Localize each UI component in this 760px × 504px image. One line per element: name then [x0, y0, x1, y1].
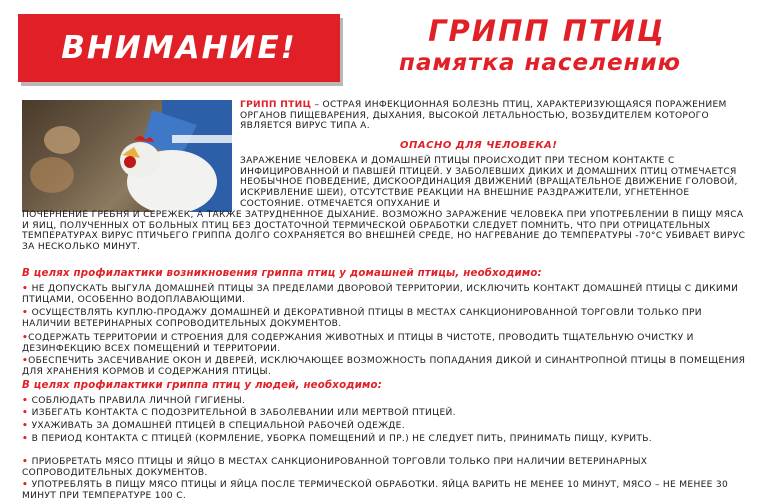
list-item-text: В ПЕРИОД КОНТАКТА С ПТИЦЕЙ (КОРМЛЕНИЕ, УБОРКА ПОМЕЩЕНИЙ И ПР.) НЕ СЛЕДУЕТ ПИТЬ, ПРИНИМАТЬ ПИЩУ, КУРИТЬ. — [31, 434, 652, 444]
list-item — [22, 480, 752, 501]
section2-heading: В целях профилактики гриппа птиц у людей, необходимо: — [22, 380, 383, 391]
bullet-icon: • — [22, 434, 32, 444]
intro-paragraph — [240, 100, 745, 132]
list-item — [22, 356, 752, 377]
vaccination-photo — [22, 100, 232, 212]
list-item-text: ИЗБЕГАТЬ КОНТАКТА С ПОДОЗРИТЕЛЬНОЙ В ЗАБОЛЕВАНИИ ИЛИ МЕРТВОЙ ПТИЦЕЙ. — [31, 408, 456, 418]
bullet-icon: • — [22, 308, 32, 318]
list-item-text: СОДЕРЖАТЬ ТЕРРИТОРИИ И СТРОЕНИЯ ДЛЯ СОДЕРЖАНИЯ ЖИВОТНЫХ И ПТИЦЫ В ЧИСТОТЕ, ПРОВОДИТЬ ТЩАТЕЛЬНУЮ ОЧИСТКУ И ДЕЗИНФЕКЦИЮ ВСЕХ ПОМЕЩЕНИЙ И ТЕРРИТОРИИ. — [22, 333, 694, 354]
bullet-icon: • — [22, 396, 32, 406]
bullet-icon: • — [22, 480, 32, 490]
list-item — [22, 421, 752, 432]
banner-text: ВНИМАНИЕ! — [61, 30, 297, 66]
bullet-icon: • — [22, 408, 32, 418]
intro-lead: ГРИПП ПТИЦ — [240, 100, 312, 110]
symptoms-paragraph: ЗАРАЖЕНИЕ ЧЕЛОВЕКА И ДОМАШНЕЙ ПТИЦЫ ПРОИСХОДИТ ПРИ ТЕСНОМ КОНТАКТЕ С ИНФИЦИРОВАННОЙ И ПАВШЕЙ ПТИЦЕЙ. У ЗАБОЛЕВШИХ ДИКИХ И ДОМАШНИХ ПТИЦ ОТМЕЧАЕТСЯ НЕОБЫЧНОЕ ПОВЕДЕНИЕ, ДИСКООРДИНАЦИЯ ДВИЖЕНИЙ (ВРАЩАТЕЛЬНОЕ ДВИЖЕНИЕ ГОЛОВОЙ, ИСКРИВЛЕНИЕ ШЕИ), ОТСУТСТВИЕ РЕАКЦИИ НА ВНЕШНИЕ РАЗДРАЖИТЕЛИ, УГНЕТЕННОЕ СОСТОЯНИЕ. ОТМЕЧАЕТСЯ ОПУХАНИЕ И — [240, 156, 738, 209]
list-item-text: ПРИОБРЕТАТЬ МЯСО ПТИЦЫ И ЯЙЦО В МЕСТАХ САНКЦИОНИРОВАННОЙ ТОРГОВЛИ ТОЛЬКО ПРИ НАЛИЧИИ ВЕТЕРИНАРНЫХ СОПРОВОДИТЕЛЬНЫХ ДОКУМЕНТОВ. — [22, 457, 648, 478]
transmission-paragraph: ПОЧЕРНЕНИЕ ГРЕБНЯ И СЕРЕЖЕК, А ТАКЖЕ ЗАТРУДНЕННОЕ ДЫХАНИЕ. ВОЗМОЖНО ЗАРАЖЕНИЕ ЧЕЛОВЕКА ПРИ УПОТРЕБЛЕНИИ В ПИЩУ МЯСА И ЯИЦ, ПОЛУЧЕННЫХ ОТ БОЛЬНЫХ ПТИЦ БЕЗ ДОСТАТОЧНОЙ ТЕРМИЧЕСКОЙ ОБРАБОТКИ СЛЕДУЕТ ПОМНИТЬ, ЧТО ПРИ ОТРИЦАТЕЛЬНЫХ ТЕМПЕРАТУРАХ ВИРУС ПТИЧЬЕГО ГРИППА ДОЛГО СОХРАНЯЕТСЯ ВО ВНЕШНЕЙ СРЕДЕ, НО НАГРЕВАНИЕ ДО ТЕМПЕРАТУРЫ -70°С УБИВАЕТ ВИРУС ЗА НЕСКОЛЬКО МИНУТ. — [22, 210, 746, 253]
list-item — [22, 333, 752, 354]
list-item-text: СОБЛЮДАТЬ ПРАВИЛА ЛИЧНОЙ ГИГИЕНЫ. — [31, 396, 246, 406]
list-item-text: ОБЕСПЕЧИТЬ ЗАСЕЧИВАНИЕ ОКОН И ДВЕРЕЙ, ИСКЛЮЧАЮЩЕЕ ВОЗМОЖНОСТЬ ПОПАДАНИЯ ДИКОЙ И СИНАНТРОПНОЙ ПТИЦЫ В ПОМЕЩЕНИЯ ДЛЯ ХРАНЕНИЯ КОРМОВ И СОДЕРЖАНИЯ ПТИЦЫ. — [22, 356, 746, 377]
list-item — [22, 396, 752, 407]
list-item — [22, 308, 752, 329]
list-item-text: УХАЖИВАТЬ ЗА ДОМАШНЕЙ ПТИЦЕЙ В СПЕЦИАЛЬНОЙ РАБОЧЕЙ ОДЕЖДЕ. — [31, 421, 405, 431]
bullet-icon: • — [22, 333, 29, 343]
bullet-icon: • — [22, 356, 29, 366]
page-title: ГРИПП ПТИЦ — [428, 14, 666, 48]
bullet-icon: • — [22, 457, 32, 467]
photo-illustration — [22, 100, 232, 212]
list-item — [22, 434, 752, 445]
section1-heading: В целях профилактики возникновения гриппа птиц у домашней птицы, необходимо: — [22, 268, 542, 279]
bullet-icon: • — [22, 284, 32, 294]
list-item — [22, 408, 752, 419]
danger-heading: ОПАСНО ДЛЯ ЧЕЛОВЕКА! — [400, 140, 558, 151]
list-item-text: УПОТРЕБЛЯТЬ В ПИЩУ МЯСО ПТИЦЫ И ЯЙЦА ПОСЛЕ ТЕРМИЧЕСКОЙ ОБРАБОТКИ. ЯЙЦА ВАРИТЬ НЕ МЕНЕЕ 10 МИНУТ, МЯСО – НЕ МЕНЕЕ 30 МИНУТ ПРИ ТЕМПЕРАТУРЕ 100 С. — [22, 480, 729, 501]
list-item-text: НЕ ДОПУСКАТЬ ВЫГУЛА ДОМАШНЕЙ ПТИЦЫ ЗА ПРЕДЕЛАМИ ДВОРОВОЙ ТЕРРИТОРИИ, ИСКЛЮЧИТЬ КОНТАКТ ДОМАШНЕЙ ПТИЦЫ С ДИКИМИ ПТИЦАМИ, ОСОБЕННО ВОДОПЛАВАЮЩИМИ. — [22, 284, 739, 305]
attention-banner — [18, 14, 340, 82]
intro-text: – ОСТРАЯ ИНФЕКЦИОННАЯ БОЛЕЗНЬ ПТИЦ, ХАРАКТЕРИЗУЮЩАЯСЯ ПОРАЖЕНИЕМ ОРГАНОВ ПИЩЕВАРЕНИЯ, ДЫХАНИЯ, ВЫСОКОЙ ЛЕТАЛЬНОСТЬЮ, ВОЗБУДИТЕЛЕМ КОТОРОГО ЯВЛЯЕТСЯ ВИРУС ТИПА А. — [240, 100, 727, 132]
list-item — [22, 284, 752, 305]
page-subtitle: памятка населению — [399, 50, 681, 76]
list-item — [22, 457, 752, 478]
list-item-text: ОСУЩЕСТВЛЯТЬ КУПЛЮ-ПРОДАЖУ ДОМАШНЕЙ И ДЕКОРАТИВНОЙ ПТИЦЫ В МЕСТАХ САНКЦИОНИРОВАННОЙ ТОРГОВЛИ ТОЛЬКО ПРИ НАЛИЧИИ ВЕТЕРИНАРНЫХ СОПРОВОДИТЕЛЬНЫХ ДОКУМЕНТОВ. — [22, 308, 702, 329]
bullet-icon: • — [22, 421, 32, 431]
